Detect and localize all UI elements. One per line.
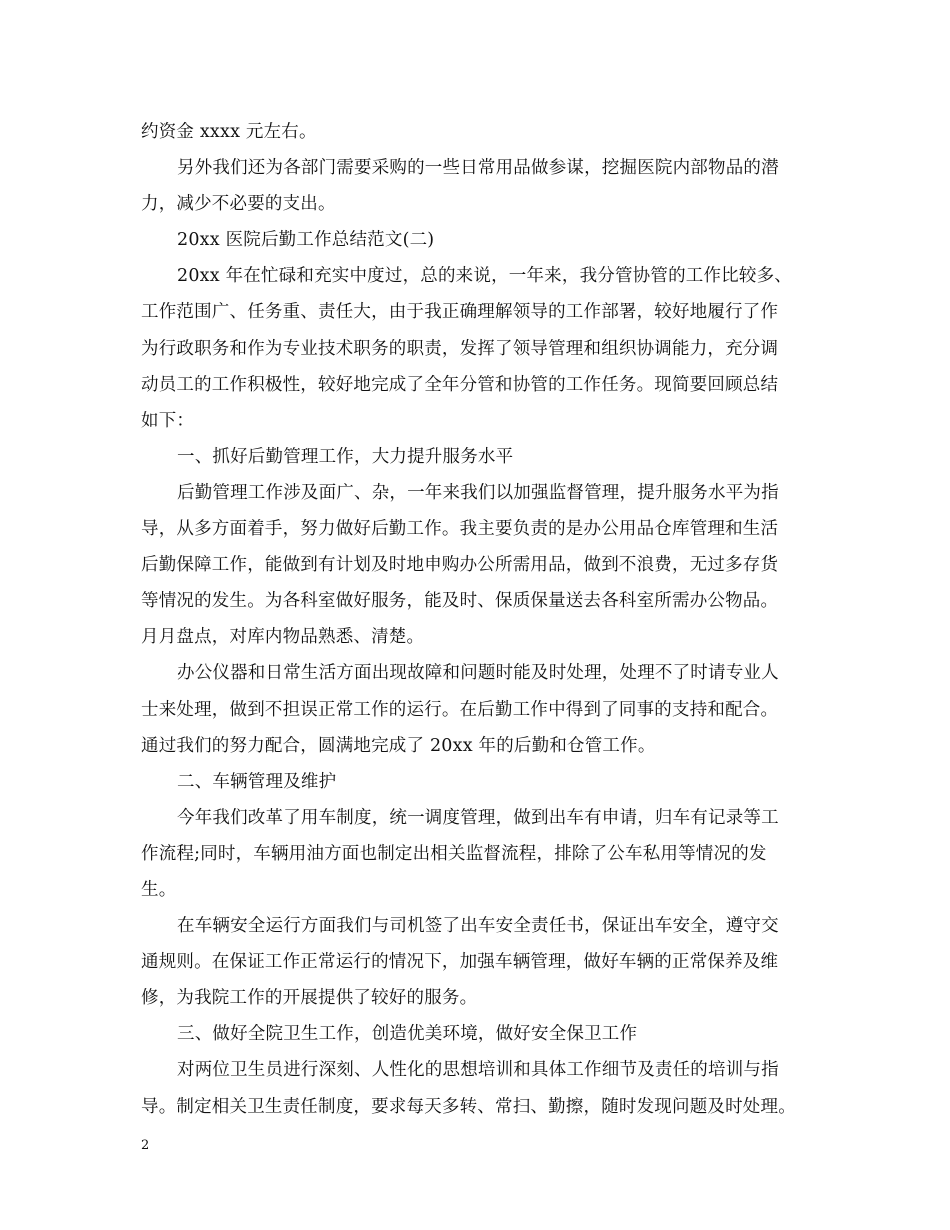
- paragraph-first-line: 办公仪器和日常生活方面出现故障和问题时能及时处理，处理不了时请专业人: [177, 663, 779, 684]
- paragraph-first-line: 今年我们改革了用车制度，统一调度管理，做到出车有申请，归车有记录等工: [177, 807, 779, 828]
- text-line: 月月盘点，对库内物品熟悉、清楚。: [141, 627, 425, 648]
- text-line: 导。制定相关卫生责任制度，要求每天多转、常扫、勤擦，随时发现问题及时处理。: [141, 1096, 796, 1117]
- text-line: 生。: [141, 879, 177, 900]
- section-title: 20xx 医院后勤工作总结范文(二): [177, 230, 435, 251]
- text-line: 为行政职务和作为专业技术职务的职责，发挥了领导管理和组织协调能力，充分调: [141, 338, 779, 359]
- text-line: 等情况的发生。为各科室做好服务，能及时、保质保量送去各科室所需办公物品。: [141, 591, 779, 612]
- text-line: 导，从多方面着手，努力做好后勤工作。我主要负责的是办公用品仓库管理和生活: [141, 519, 779, 540]
- text-line: 力，减少不必要的支出。: [141, 194, 336, 215]
- text-line: 约资金 xxxx 元左右。: [141, 122, 317, 142]
- text-line: 修，为我院工作的开展提供了较好的服务。: [141, 988, 478, 1009]
- text-line: 工作范围广、任务重、责任大，由于我正确理解领导的工作部署，较好地履行了作: [141, 302, 779, 323]
- text-line: 作流程;同时，车辆用油方面也制定出相关监督流程，排除了公车私用等情况的发: [141, 843, 767, 864]
- text-line: 士来处理，做到不担误正常工作的运行。在后勤工作中得到了同事的支持和配合。: [141, 699, 779, 720]
- text-line: 通规则。在保证工作正常运行的情况下，加强车辆管理，做好车辆的正常保养及维: [141, 952, 779, 973]
- section-heading: 二、车辆管理及维护: [177, 771, 337, 792]
- paragraph-first-line: 20xx 年在忙碌和充实中度过，总的来说，一年来，我分管协管的工作比较多、: [177, 266, 792, 287]
- section-heading: 一、抓好后勤管理工作，大力提升服务水平: [177, 446, 514, 467]
- paragraph-first-line: 在车辆安全运行方面我们与司机签了出车安全责任书，保证出车安全，遵守交: [177, 916, 779, 937]
- section-heading: 三、做好全院卫生工作，创造优美环境，做好安全保卫工作: [177, 1024, 638, 1045]
- paragraph-first-line: 另外我们还为各部门需要采购的一些日常用品做参谋，挖掘医院内部物品的潜: [177, 158, 779, 179]
- text-line: 动员工的工作积极性，较好地完成了全年分管和协管的工作任务。现简要回顾总结: [141, 374, 779, 395]
- paragraph-first-line: 后勤管理工作涉及面广、杂，一年来我们以加强监督管理，提升服务水平为指: [177, 482, 779, 503]
- text-line: 后勤保障工作，能做到有计划及时地申购办公所需用品，做到不浪费，无过多存货: [141, 555, 779, 576]
- document-body: [141, 114, 831, 1125]
- text-line: 如下：: [141, 410, 195, 431]
- paragraph-first-line: 对两位卫生员进行深刻、人性化的思想培训和具体工作细节及责任的培训与指: [177, 1060, 779, 1081]
- page-number: 2: [141, 1138, 150, 1153]
- text-line: 通过我们的努力配合，圆满地完成了 20xx 年的后勤和仓管工作。: [141, 735, 656, 756]
